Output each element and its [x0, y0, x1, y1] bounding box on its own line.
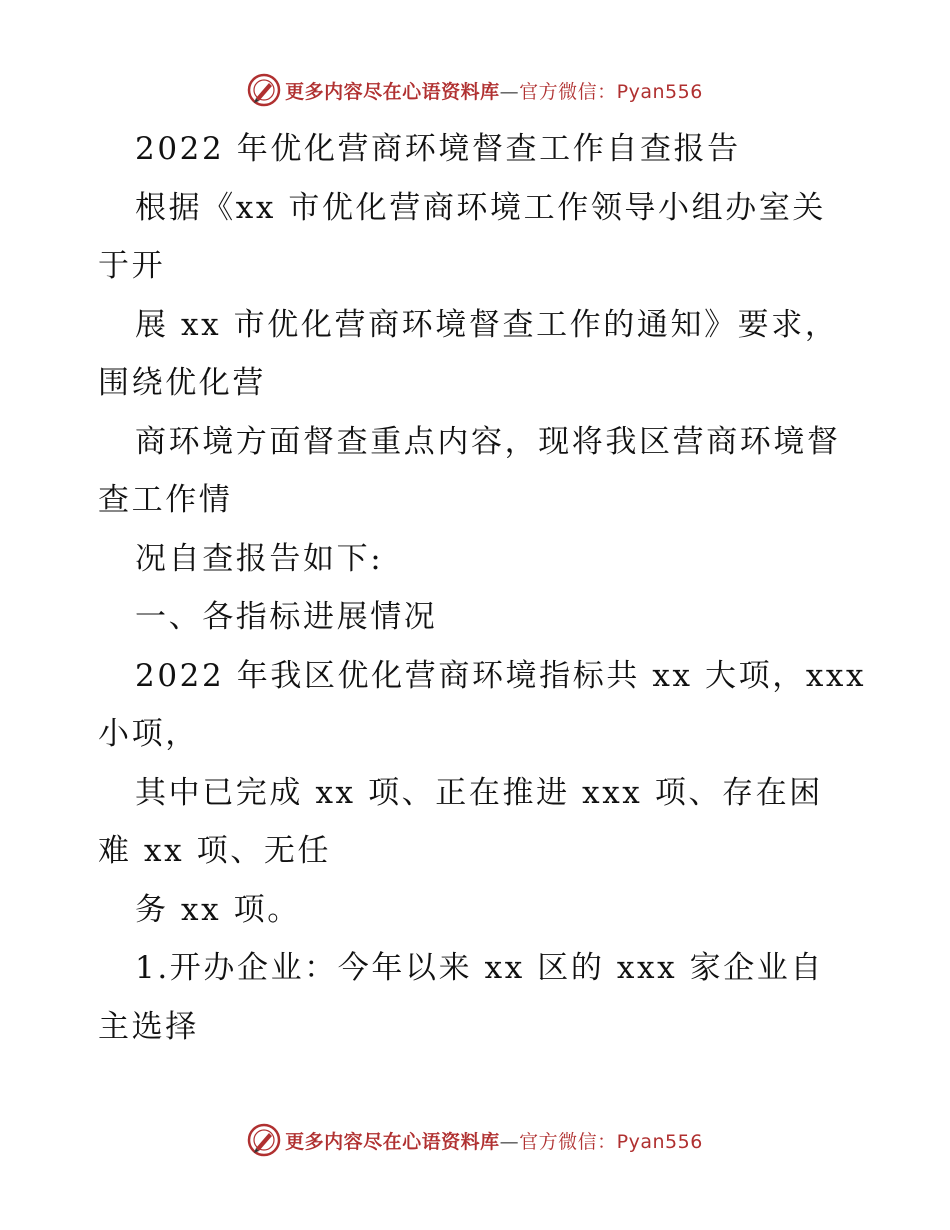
banner-wechat: 官方微信：Pyan556	[519, 80, 703, 103]
banner-site-text: 更多内容尽在心语资料库	[285, 1130, 500, 1153]
document-line: 一、各指标进展情况	[135, 599, 438, 635]
document-line: 务 xx 项。	[135, 891, 301, 928]
pen-logo-icon	[247, 1123, 281, 1157]
document-line: 小项，	[98, 716, 199, 752]
header-banner	[0, 70, 950, 110]
document-line: 于开	[98, 248, 166, 284]
document-line: 2022 年优化营商环境督查工作自查报告	[135, 131, 741, 167]
document-line: 其中已完成 xx 项、正在推进 xxx 项、存在困	[135, 774, 823, 811]
banner-separator: —	[499, 1130, 520, 1153]
document-line: 围绕优化营	[98, 365, 266, 401]
document-line: 商环境方面督查重点内容，现将我区营商环境督	[135, 423, 841, 460]
banner-text	[285, 1127, 703, 1154]
document-line: 况自查报告如下:	[135, 540, 384, 577]
document-line: 2022 年我区优化营商环境指标共 xx 大项，xxx	[135, 657, 867, 694]
footer-banner	[0, 1120, 950, 1160]
document-line: 根据《xx 市优化营商环境工作领导小组办室关	[135, 189, 827, 226]
banner-separator: —	[499, 80, 520, 103]
banner-wechat: 官方微信：Pyan556	[519, 1130, 703, 1153]
document-line: 主选择	[98, 1008, 199, 1045]
document-body	[98, 120, 867, 1056]
banner-site-text: 更多内容尽在心语资料库	[285, 80, 500, 103]
document-line: 1.开办企业：今年以来 xx 区的 xxx 家企业自	[135, 950, 825, 986]
document-line: 查工作情	[98, 482, 233, 518]
document-line: 难 xx 项、无任	[98, 833, 332, 869]
pen-logo-icon	[247, 73, 281, 107]
document-line: 展 xx 市优化营商环境督查工作的通知》要求，	[135, 306, 839, 343]
banner-text	[285, 77, 703, 104]
